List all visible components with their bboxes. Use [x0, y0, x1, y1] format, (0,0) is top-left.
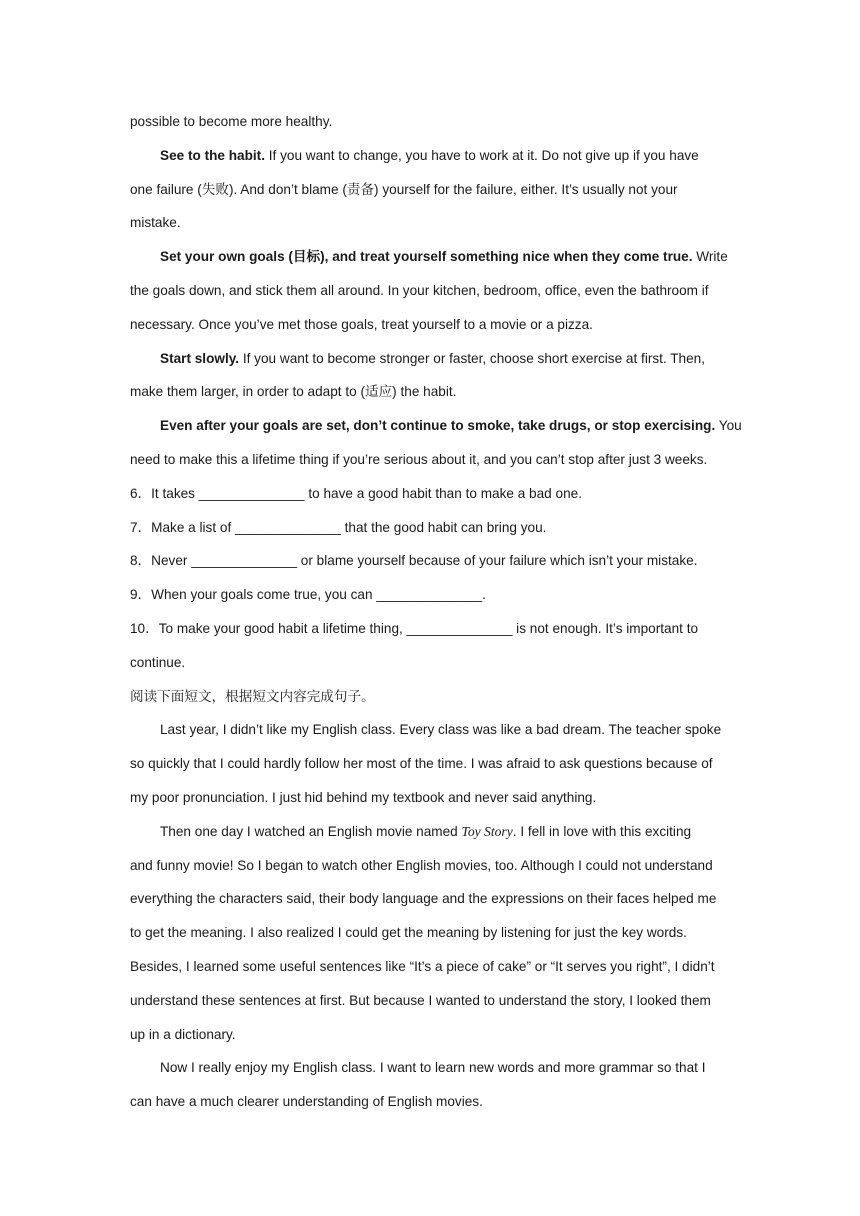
paragraph-text: need to make this a lifetime thing if you’re serious about it, and you can’t stop after just 3 weeks.	[130, 451, 708, 467]
question-7: 7．Make a list of ______________ that the good habit can bring you.	[130, 519, 547, 535]
paragraph-text: If you want to change, you have to work at it. Do not give up if you have	[265, 147, 699, 163]
paragraph-text: If you want to become stronger or faster, choose short exercise at first. Then,	[239, 350, 706, 366]
bold-heading: See to the habit.	[160, 147, 265, 163]
question-6: 6．It takes ______________ to have a good habit than to make a bad one.	[130, 485, 582, 501]
paragraph-text: the goals down, and stick them all around. In your kitchen, bedroom, office, even the bathroom if	[130, 282, 709, 298]
question-10-continued: continue.	[130, 654, 186, 670]
paragraph-text: one failure (失败). And don’t blame (责备) yourself for the failure, either. It’s usually not your	[130, 181, 678, 197]
paragraph-text: everything the characters said, their body language and the expressions on their faces helped me	[130, 891, 717, 907]
paragraph-text: Now I really enjoy my English class. I want to learn new words and more grammar so that I	[160, 1060, 706, 1076]
paragraph-text: understand these sentences at first. But because I wanted to understand the story, I looked them	[130, 992, 711, 1008]
paragraph-text: Besides, I learned some useful sentences like “It’s a piece of cake” or “It serves you right”, I didn’t	[130, 958, 715, 974]
paragraph-text: . I fell in love with this exciting	[512, 823, 692, 839]
paragraph-text: necessary. Once you’ve met those goals, treat yourself to a movie or a pizza.	[130, 316, 593, 332]
paragraph-text: Last year, I didn’t like my English class. Every class was like a bad dream. The teacher spoke	[160, 722, 722, 738]
paragraph-set-goals	[130, 245, 734, 346]
paragraph-see-to-habit	[130, 144, 734, 245]
paragraph-text: mistake.	[130, 215, 181, 231]
paragraph-even-after	[130, 414, 742, 482]
paragraph-text: make them larger, in order to adapt to (适应) the habit.	[130, 384, 457, 400]
paragraph-last-year	[130, 718, 734, 819]
paragraph-text: can have a much clearer understanding of English movies.	[130, 1094, 483, 1110]
paragraph-start-slowly	[130, 347, 734, 415]
document-body	[130, 110, 742, 1124]
paragraph-text: Write	[692, 249, 728, 265]
movie-title: Toy Story	[461, 823, 513, 839]
paragraph-text: up in a dictionary.	[130, 1026, 236, 1042]
paragraph-now	[130, 1056, 734, 1124]
question-9: 9．When your goals come true, you can ______________.	[130, 587, 486, 603]
paragraph-text: to get the meaning. I also realized I could get the meaning by listening for just the key words.	[130, 925, 687, 941]
question-list	[130, 482, 734, 685]
paragraph-text: Then one day I watched an English movie named	[160, 823, 462, 839]
section-instruction: 阅读下面短文，根据短文内容完成句子。	[130, 688, 375, 705]
paragraph-toy-story	[130, 820, 734, 1057]
paragraph-text: my poor pronunciation. I just hid behind my textbook and never said anything.	[130, 789, 597, 805]
question-10: 10．To make your good habit a lifetime thing, ______________ is not enough. It’s important to	[130, 620, 699, 636]
paragraph-text: You	[715, 418, 742, 434]
paragraph-text: so quickly that I could hardly follow her most of the time. I was afraid to ask questions because of	[130, 756, 713, 772]
paragraph-text: and funny movie! So I began to watch other English movies, too. Although I could not understand	[130, 857, 713, 873]
passage-line: possible to become more healthy.	[130, 114, 333, 129]
question-8: 8．Never ______________ or blame yourself because of your failure which isn’t your mistake.	[130, 553, 698, 569]
bold-heading: Set your own goals (目标), and treat yourself something nice when they come true.	[160, 249, 693, 265]
bold-heading: Even after your goals are set, don’t continue to smoke, take drugs, or stop exercising.	[160, 418, 716, 434]
bold-heading: Start slowly.	[160, 350, 240, 366]
